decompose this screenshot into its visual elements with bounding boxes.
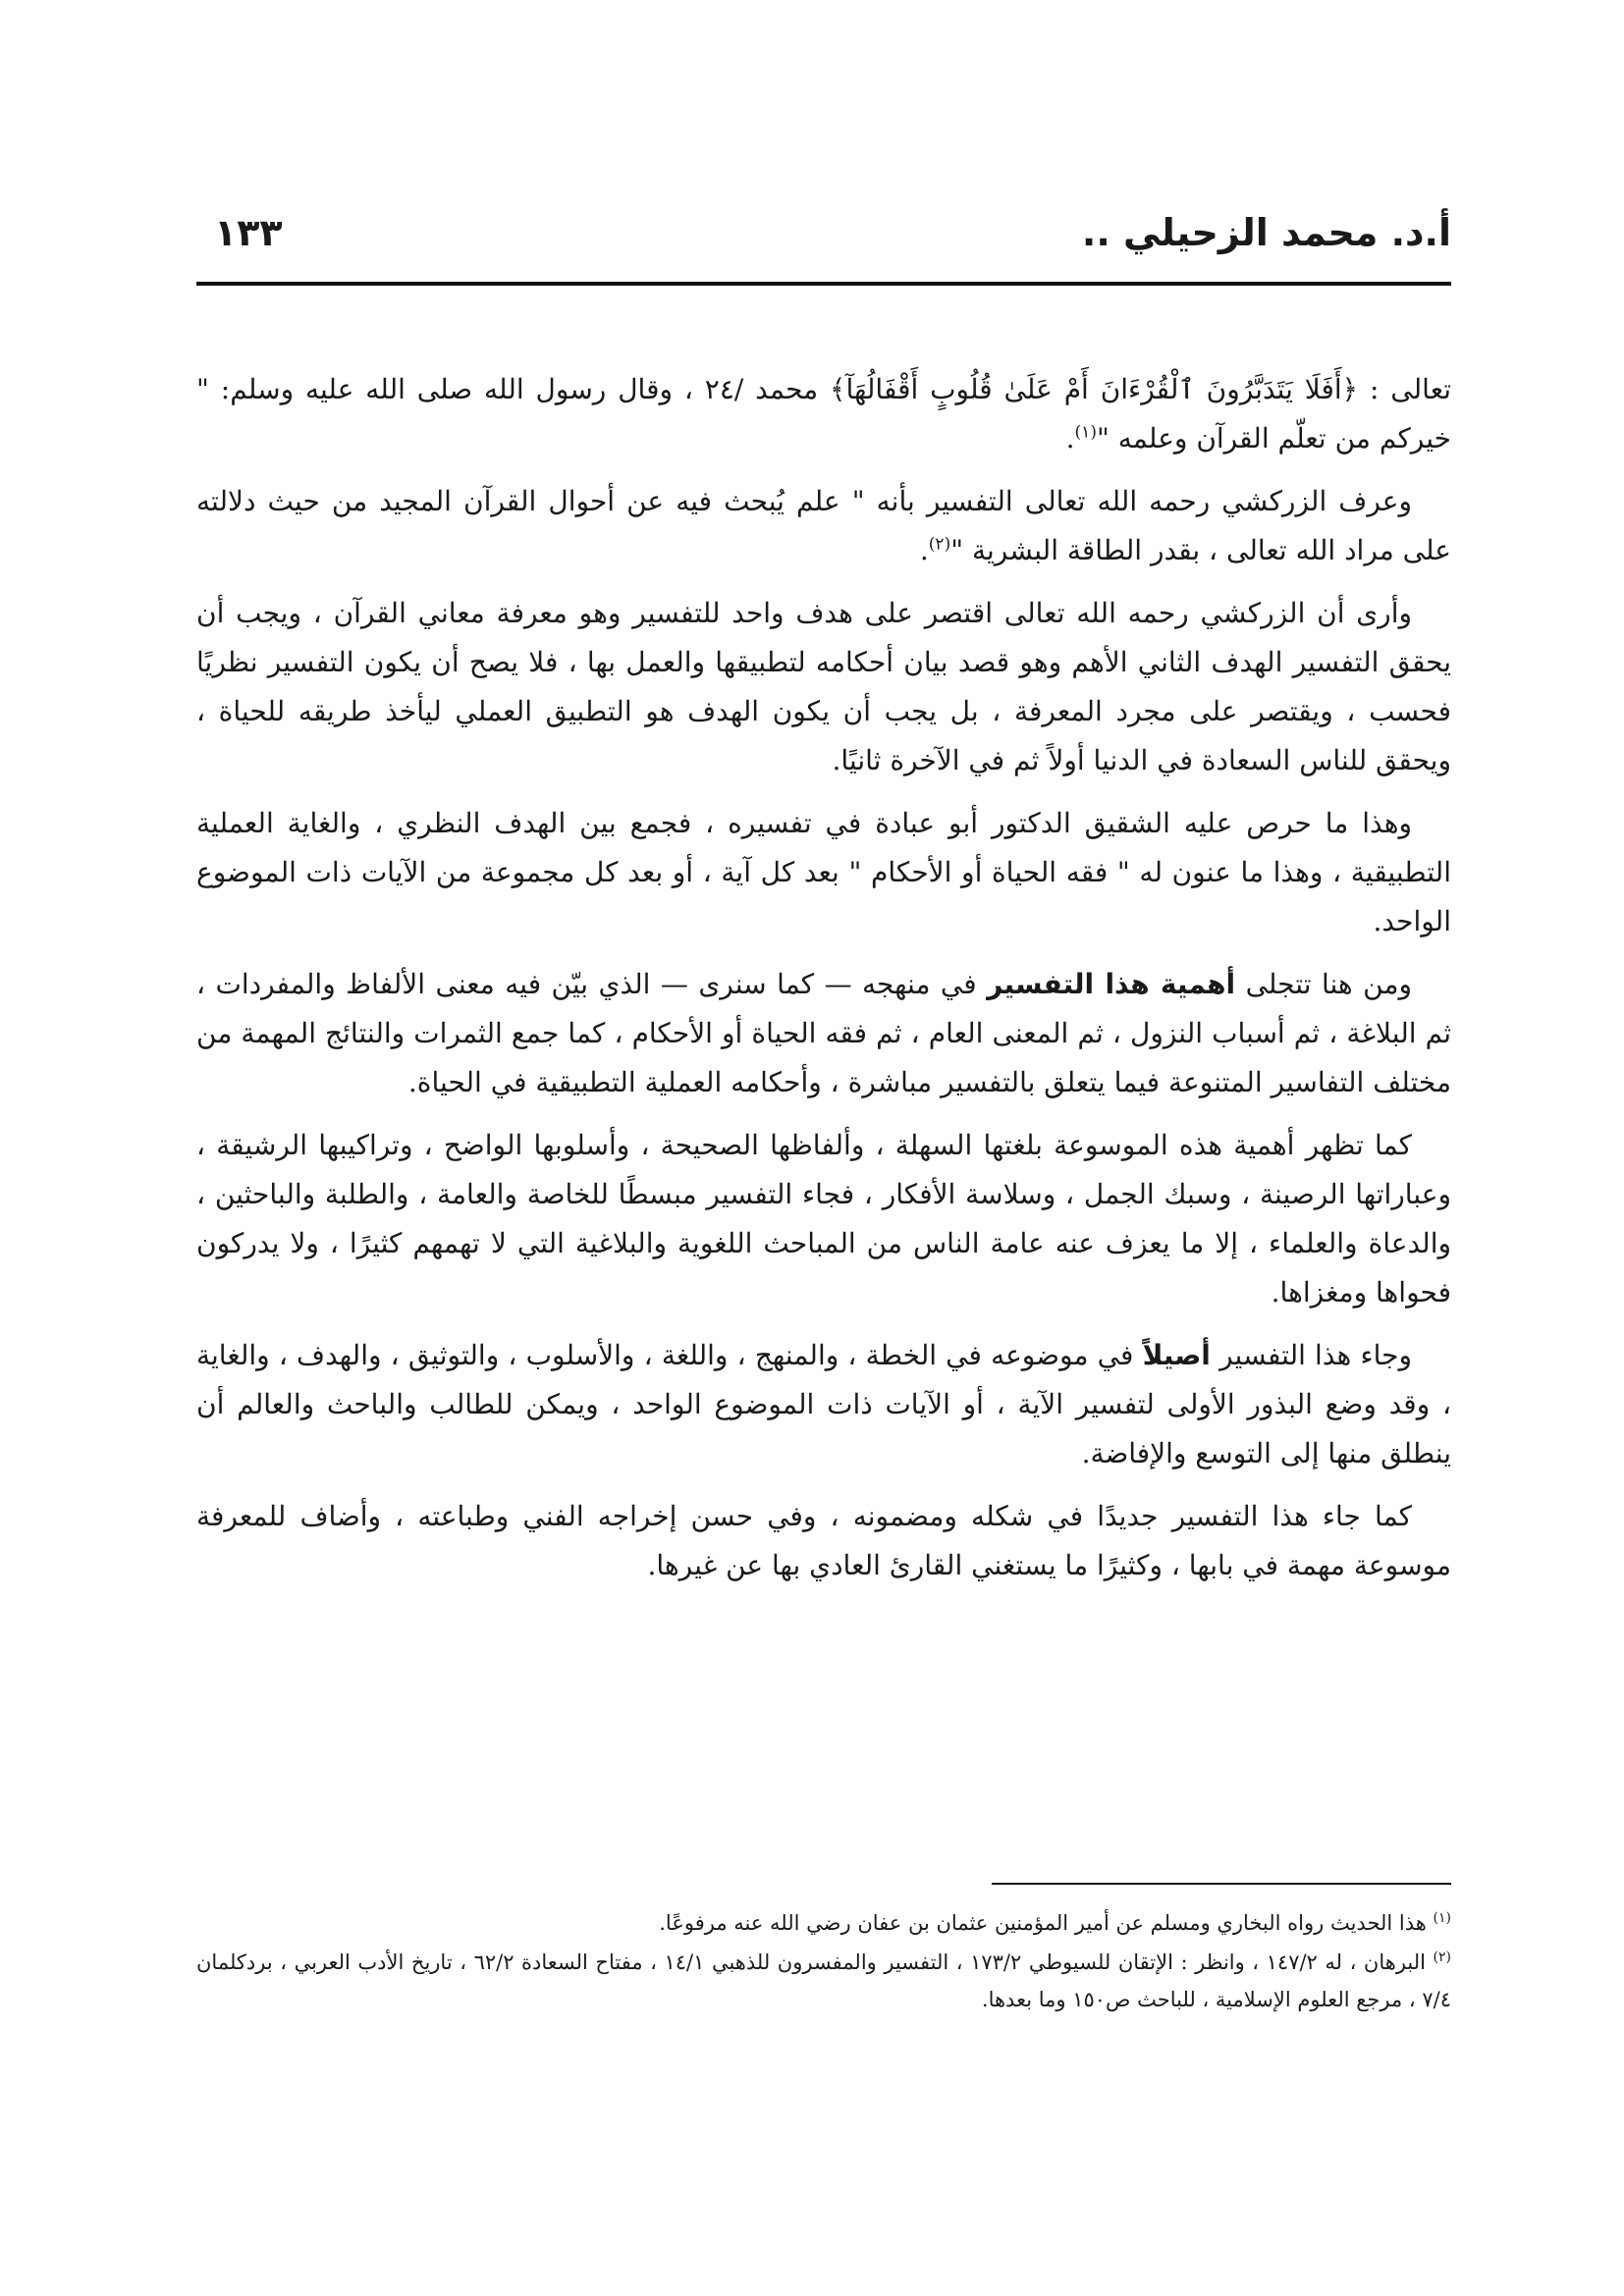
footnotes [196,1904,1451,2020]
paragraph-1-end: . [1065,422,1075,454]
paragraph-8: كما جاء هذا التفسير جديدًا في شكله ومضمونه ، وفي حسن إخراجه الفني وطباعته ، وأضاف للمعرفة موسوعة مهمة في بابها ، وكثيرًا ما يستغني القارئ العادي بها عن غيرها. [196,1500,1451,1581]
paragraph-5-text: في منهجه — كما سنرى — الذي بيّن فيه معنى الألفاظ والمفردات ، ثم البلاغة ، ثم أسباب النزول ، ثم المعنى العام ، ثم فقه الحياة أو الأحكام ، كما جمع الثمرات والنتائج المهمة من مختلف التفاسير المتنوعة فيما يتعلق بالتفسير مباشرة ، وأحكامه العملية التطبيقية في الحياة. [196,968,1451,1098]
footnote-1-marker: (١) [1433,1910,1451,1926]
emphasis-importance: أهمية هذا التفسير [987,968,1236,1000]
paragraph-1-lead: تعالى : [1358,373,1451,405]
body-text [196,365,1451,1604]
paragraph-2 [196,477,1451,575]
paragraph-7 [196,1331,1451,1478]
paragraph-3: وأرى أن الزركشي رحمه الله تعالى اقتصر على هدف واحد للتفسير وهو معرفة معاني القرآن ، ويجب أن يحقق التفسير الهدف الثاني الأهم وهو قصد بيان أحكامه لتطبيقها والعمل بها ، فلا يصح أن يكون التفسير نظريًا فحسب ، ويقتصر على مجرد المعرفة ، بل يجب أن يكون الهدف هو التطبيق العملي ليأخذ طريقه للحياة ، ويحقق للناس السعادة في الدنيا أولاً ثم في الآخرة ثانيًا. [196,597,1451,776]
footnote-1-text: هذا الحديث رواه البخاري ومسلم عن أمير المؤمنين عثمان بن عفان رضي الله عنه مرفوعًا. [659,1911,1427,1935]
footnote-separator [992,1883,1451,1885]
footnote-2-text: البرهان ، له ١٤٧/٢ ، وانظر : الإتقان للسيوطي ١٧٣/٢ ، التفسير والمفسرون للذهبي ١٤/١ ، مفتاح السعادة ٦٢/٢ ، تاريخ الأدب العربي ، بردكلمان ٧/٤ ، مرجع العلوم الإسلامية ، للباحث ص١٥٠ وما بعدها. [196,1950,1451,2011]
running-header-title: أ.د. محمد الزحيلي .. [1081,211,1451,254]
footnote-ref-2[interactable]: (٢) [928,534,951,555]
page-number: ١٣٣ [214,211,283,254]
quran-verse: ﴿أَفَلَا يَتَدَبَّرُونَ ٱلْقُرْءَانَ أَمْ عَلَىٰ قُلُوبٍ أَقْفَالُهَآ﴾ [830,373,1359,405]
paragraph-7-text: في موضوعه في الخطة ، والمنهج ، واللغة ، والأسلوب ، والتوثيق ، والهدف ، والغاية ، وقد وضع البذور الأولى لتفسير الآية ، أو الآيات ذات الموضوع الواحد ، ويمكن للطالب والباحث والعالم أن ينطلق منها إلى التوسع والإفاضة. [196,1339,1451,1469]
running-header [196,201,1451,270]
paragraph-5 [196,960,1451,1107]
footnote-2-marker: (٢) [1433,1949,1452,1965]
emphasis-authentic: أصيلاً [1142,1339,1211,1371]
paragraph-6: كما تظهر أهمية هذه الموسوعة بلغتها السهلة ، وألفاظها الصحيحة ، وأسلوبها الواضح ، وتراكيبها الرشيقة ، وعباراتها الرصينة ، وسبك الجمل ، وسلاسة الأفكار ، فجاء التفسير مبسطًا للخاصة والعامة ، والطلبة والباحثين ، والدعاة والعلماء ، إلا ما يعزف عنه عامة الناس من المباحث اللغوية والبلاغية التي لا تهمهم كثيرًا ، ولا يدركون فحواها ومغزاها. [196,1129,1451,1308]
footnote-2 [196,1944,1451,2018]
paragraph-2-text: وعرف الزركشي رحمه الله تعالى التفسير بأنه " علم يُبحث فيه عن أحوال القرآن المجيد من حيث دلالته على مراد الله تعالى ، بقدر الطاقة البشرية " [196,485,1451,566]
paragraph-1 [196,365,1451,463]
paragraph-5-lead: ومن هنا تتجلى [1235,968,1412,1000]
header-rule [196,282,1451,286]
footnote-ref-1[interactable]: (١) [1074,422,1097,443]
paragraph-4: وهذا ما حرص عليه الشقيق الدكتور أبو عبادة في تفسيره ، فجمع بين الهدف النظري ، والغاية العملية التطبيقية ، وهذا ما عنون له " فقه الحياة أو الأحكام " بعد كل آية ، أو بعد كل مجموعة من الآيات ذات الموضوع الواحد. [196,807,1451,937]
footnote-1 [196,1904,1451,1942]
paragraph-7-lead: وجاء هذا التفسير [1210,1339,1412,1371]
paragraph-2-end: . [919,534,929,566]
paragraph-1-text: محمد /٢٤ ، وقال رسول الله صلى الله عليه وسلم: " خيركم من تعلّم القرآن وعلمه " [196,373,1451,454]
